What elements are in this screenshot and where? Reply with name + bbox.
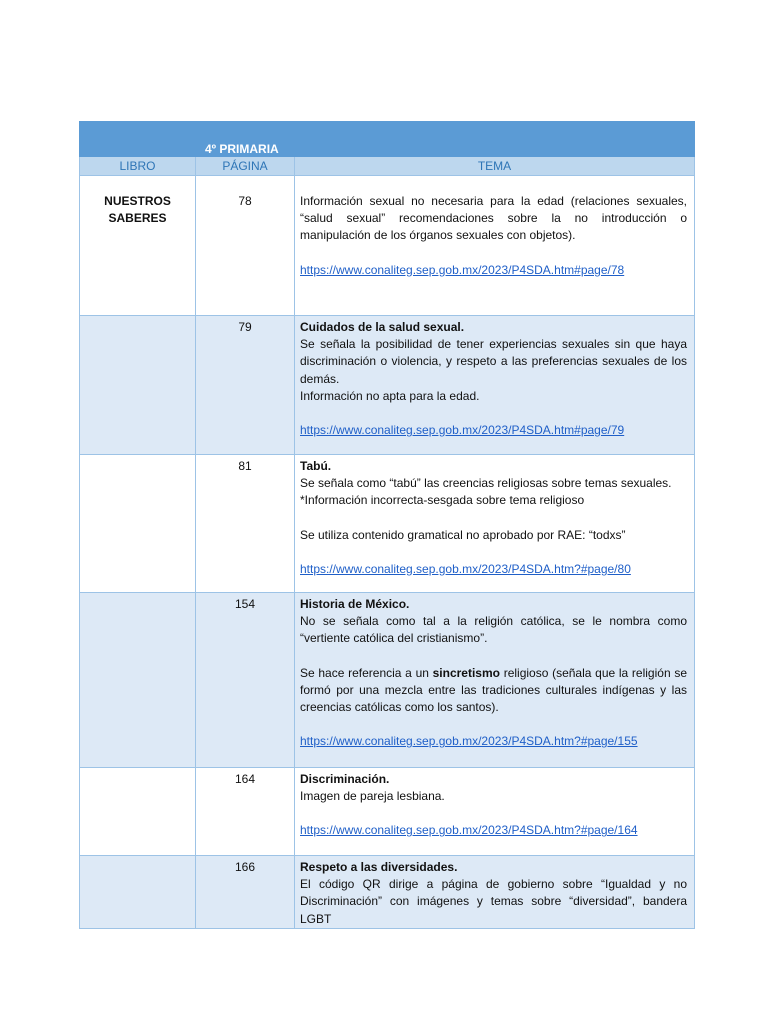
grade-header-blank: [80, 122, 196, 157]
tema-note: [300, 665, 687, 717]
libro-name-line2: SABERES: [108, 211, 167, 226]
source-link[interactable]: https://www.conaliteg.sep.gob.mx/2023/P4SDA.htm#page/78: [300, 262, 625, 277]
table-row: [80, 316, 695, 455]
tema-cell: [295, 593, 695, 768]
tema-cell: [295, 176, 695, 316]
tema-title: Respeto a las diversidades.: [300, 860, 458, 874]
tema-description: No se señala como tal a la religión católica, se le nombra como “vertiente católica del cristianismo”.: [300, 614, 688, 646]
tema-description: Información sexual no necesaria para la edad (relaciones sexuales, “salud sexual” recomendaciones sobre la no introducción o manipulación de los órganos sexuales con objetos).: [300, 194, 688, 243]
libro-cell: [80, 768, 196, 856]
tema-note-text: religioso (señala que la religión se formó por una mezcla entre las tradiciones culturales indígenas y las creencias católicas como los santos).: [300, 665, 688, 715]
source-link[interactable]: https://www.conaliteg.sep.gob.mx/2023/P4SDA.htm#page/79: [300, 423, 625, 438]
tema-note: Se utiliza contenido gramatical no aprobado por RAE: “todxs”: [300, 527, 626, 542]
pagina-cell: 154: [196, 593, 295, 768]
tema-description: Imagen de pareja lesbiana.: [300, 789, 445, 804]
tema-cell: [295, 316, 695, 455]
column-header-tema: TEMA: [295, 157, 695, 176]
libro-cell: [80, 176, 196, 316]
source-link[interactable]: https://www.conaliteg.sep.gob.mx/2023/P4SDA.htm?#page/164: [300, 823, 638, 838]
libro-name-line1: NUESTROS: [104, 194, 171, 208]
libro-cell: [80, 316, 196, 455]
tema-title: Discriminación.: [300, 772, 390, 786]
source-link[interactable]: https://www.conaliteg.sep.gob.mx/2023/P4SDA.htm?#page/155: [300, 734, 638, 749]
tema-cell: [295, 455, 695, 593]
libro-cell: [80, 455, 196, 593]
tema-description: Se señala la posibilidad de tener experiencias sexuales sin que haya discriminación o violencia, y respeto a las preferencias sexuales de los demás.: [300, 337, 688, 386]
tema-cell: [295, 856, 695, 929]
tema-cell: [295, 768, 695, 856]
tema-title: Cuidados de la salud sexual.: [300, 320, 465, 334]
libro-cell: [80, 856, 196, 929]
tema-description: Se señala como “tabú” las creencias religiosas sobre temas sexuales.: [300, 476, 672, 491]
source-link[interactable]: https://www.conaliteg.sep.gob.mx/2023/P4SDA.htm?#page/80: [300, 561, 631, 576]
pagina-cell: 79: [196, 316, 295, 455]
grade-header-cell: [196, 122, 695, 157]
table-row: [80, 455, 695, 593]
pagina-cell: 166: [196, 856, 295, 929]
grade-title: 4º PRIMARIA: [205, 142, 279, 156]
tema-note-emphasis: sincretismo: [432, 665, 500, 680]
column-header-pagina: PÁGINA: [196, 157, 295, 176]
pagina-cell: 81: [196, 455, 295, 593]
tema-note: Información no apta para la edad.: [300, 388, 480, 403]
grade-header-row: [80, 122, 695, 157]
tema-description: El código QR dirige a página de gobierno sobre “Igualdad y no Discriminación” con imágenes y temas sobre “diversidad”, bandera LGBT: [300, 877, 688, 926]
pagina-cell: 78: [196, 176, 295, 316]
tema-title: Historia de México.: [300, 597, 410, 611]
tema-note-text: Se hace referencia a un: [300, 665, 433, 680]
table-row: [80, 176, 695, 316]
libro-cell: [80, 593, 196, 768]
table-row: [80, 593, 695, 768]
column-header-libro: LIBRO: [80, 157, 196, 176]
tema-title: Tabú.: [300, 459, 332, 473]
pagina-cell: 164: [196, 768, 295, 856]
table-row: [80, 768, 695, 856]
column-header-row: [80, 157, 695, 176]
table-row: [80, 856, 695, 929]
content-table: [79, 121, 695, 929]
tema-note: *Información incorrecta-sesgada sobre tema religioso: [300, 493, 585, 508]
